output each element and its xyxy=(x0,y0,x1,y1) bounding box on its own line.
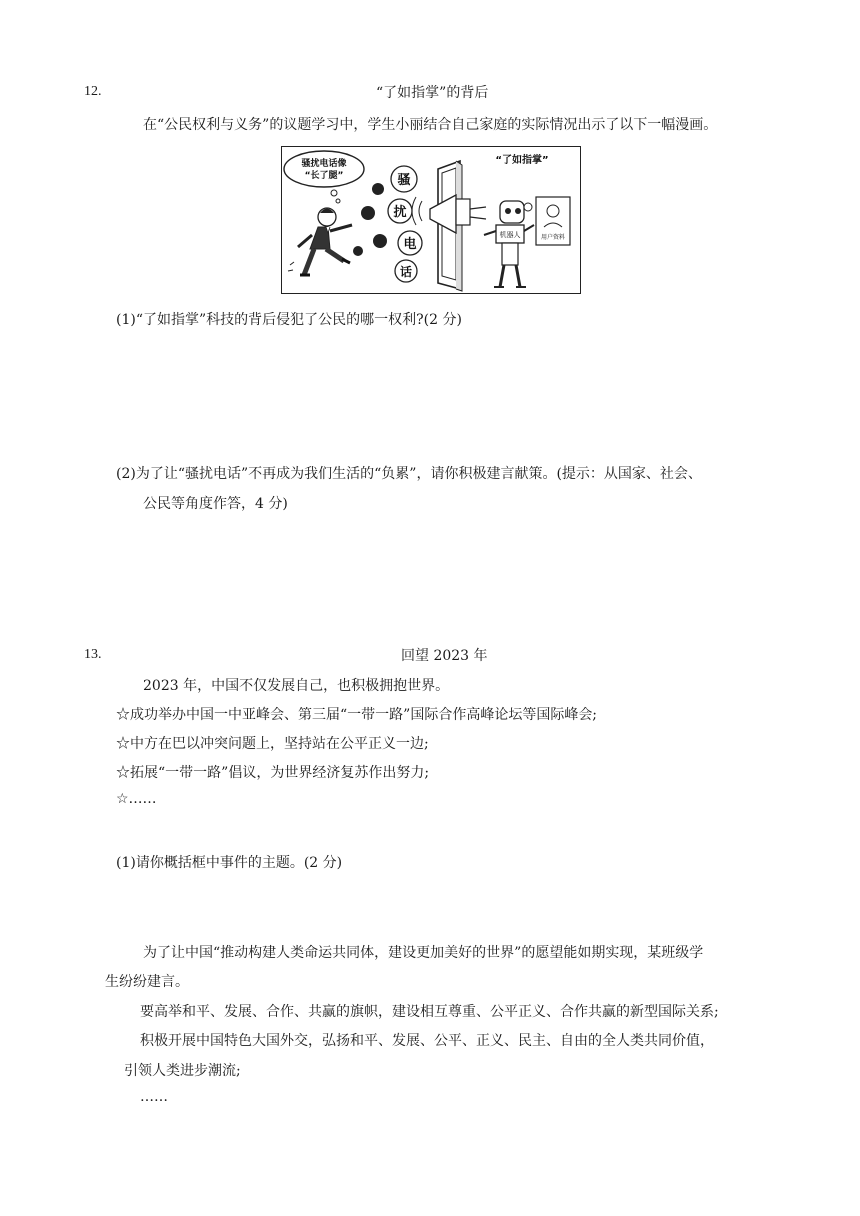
question-title: 回望 2023 年 xyxy=(401,648,488,664)
question-number: 13. xyxy=(84,647,102,662)
comic-bubble-line2: “长了腿” xyxy=(304,171,344,181)
comic-char-3: 电 xyxy=(403,237,417,252)
suggestion-line: 引领人类进步潮流; xyxy=(124,1063,241,1079)
ellipsis: …… xyxy=(140,1089,168,1105)
paragraph-line: 为了让中国“推动构建人类命运共同体，建设更加美好的世界”的愿望能如期实现，某班级学 xyxy=(143,945,704,961)
comic-char-1: 骚 xyxy=(397,173,411,188)
question-intro: 在“公民权利与义务”的议题学习中，学生小丽结合自己家庭的实际情况出示了以下一幅漫画。 xyxy=(143,117,718,133)
question-number: 12. xyxy=(84,84,102,99)
list-item: ☆成功举办中国一中亚峰会、第三届“一带一路”国际合作高峰论坛等国际峰会; xyxy=(116,707,598,723)
list-item: ☆拓展“一带一路”倡议，为世界经济复苏作出努力; xyxy=(116,765,430,781)
comic-char-4: 话 xyxy=(399,265,413,279)
suggestion-line: 积极开展中国特色大国外交，弘扬和平、发展、公平、正义、民主、自由的全人类共同价值， xyxy=(140,1033,714,1049)
question-sub1: (1)“了如指掌”科技的背后侵犯了公民的哪一权利?(2 分) xyxy=(116,312,462,328)
comic-poster-text: 用户资料 xyxy=(540,234,566,241)
question-intro: 2023 年，中国不仅发展自己，也积极拥抱世界。 xyxy=(143,678,450,694)
comic-char-2: 扰 xyxy=(393,205,407,220)
comic-caption: “了如指掌” xyxy=(495,155,549,166)
comic-illustration xyxy=(281,146,581,294)
comic-bubble-line1: 骚扰电话像 xyxy=(301,159,347,169)
suggestion-line: 要高举和平、发展、合作、共赢的旗帜，建设相互尊重、公平正义、合作共赢的新型国际关系; xyxy=(140,1004,719,1020)
question-title: “了如指掌”的背后 xyxy=(376,85,489,101)
question-sub2-line2: 公民等角度作答，4 分) xyxy=(143,496,288,512)
comic-robot-label: 机器人 xyxy=(499,231,521,239)
list-item: ☆中方在巴以冲突问题上，坚持站在公平正义一边; xyxy=(116,736,429,752)
paragraph-line: 生纷纷建言。 xyxy=(105,974,189,990)
question-sub1: (1)请你概括框中事件的主题。(2 分) xyxy=(116,855,343,871)
question-sub2-line1: (2)为了让“骚扰电话”不再成为我们生活的“负累”，请你积极建言献策。(提示：从国家、社会、 xyxy=(116,466,702,482)
list-item: ☆…… xyxy=(116,791,157,807)
